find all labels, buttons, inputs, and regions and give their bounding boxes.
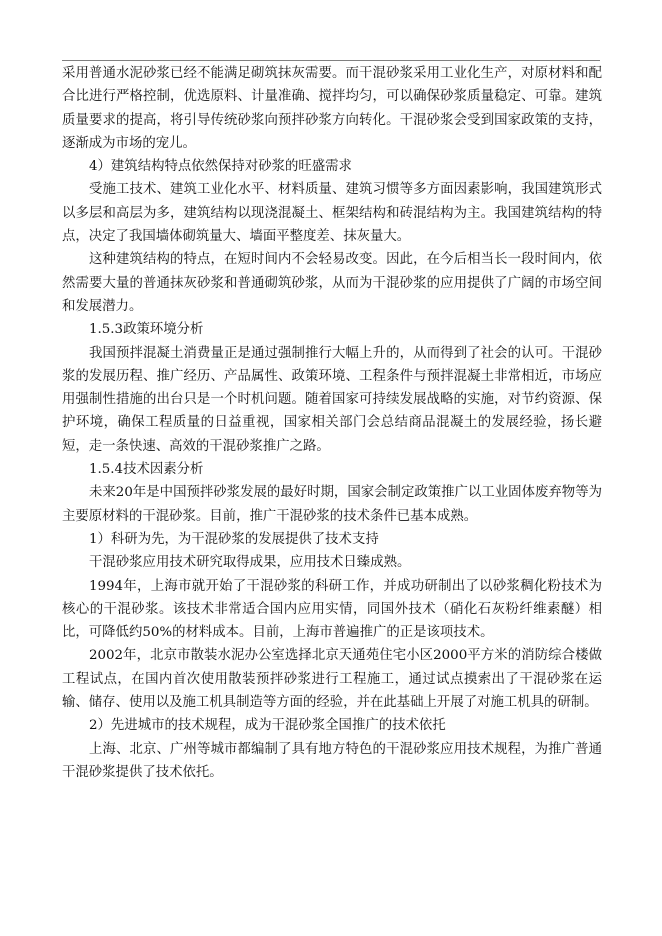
section-heading-1-5-4: 1.5.4技术因素分析 — [89, 462, 204, 478]
heading-research-first: 1）科研为先，为干混砂浆的发展提供了技术支持 — [89, 531, 379, 547]
header-rule — [62, 60, 600, 61]
paragraph-10: 干混砂浆应用技术研究取得成果，应用技术日臻成熟。 — [89, 555, 411, 571]
paragraph-14: 上海、北京、广州等城市都编制了具有地方特色的干混砂浆应用技术规程，为推广普通干混砂浆提供了技术依托。 — [62, 741, 602, 780]
paragraph-1: 采用普通水泥砂浆已经不能满足砌筑抹灰需要。而干混砂浆采用工业化生产，对原材料和配合比进行严格控制，优选原料、计量准确、搅拌均匀，可以确保砂浆质量稳定、可靠。建筑质量要求的提高，将引导传统砂浆向预拌砂浆方向转化。干混砂浆会受到国家政策的支持，逐渐成为市场的宠儿。 — [62, 66, 602, 151]
paragraph-11: 1994年，上海市就开始了干混砂浆的科研工作，并成功研制出了以砂浆稠化粉技术为核心的干混砂浆。该技术非常适合国内应用实情，同国外技术（硝化石灰粉纤维素醚）相比，可降低约50%的材料成本。目前，上海市普遍推广的正是该项技术。 — [62, 578, 602, 641]
paragraph-3: 受施工技术、建筑工业化水平、材料质量、建筑习惯等多方面因素影响，我国建筑形式以多层和高层为多，建筑结构以现浇混凝土、框架结构和砖混结构为主。我国建筑结构的特点，决定了我国墙体砌筑量大、墙面平整度差、抹灰量大。 — [62, 182, 602, 245]
heading-advanced-cities: 2）先进城市的技术规程，成为干混砂浆全国推广的技术依托 — [89, 718, 446, 734]
paragraph-8: 未来20年是中国预拌砂浆发展的最好时期，国家会制定政策推广以工业固体废弃物等为主要原材料的干混砂浆。目前，推广干混砂浆的技术条件已基本成熟。 — [62, 485, 602, 524]
section-heading-1-5-3: 1.5.3政策环境分析 — [89, 322, 204, 338]
paragraph-12: 2002年，北京市散装水泥办公室选择北京天通苑住宅小区2000平方米的消防综合楼做工程试点，在国内首次使用散装预拌砂浆进行工程施工，通过试点摸索出了干混砂浆在运输、储存、使用以及施工机具制造等方面的经验，并在此基础上开展了对施工机具的研制。 — [62, 648, 602, 711]
heading-structure-demand: 4）建筑结构特点依然保持对砂浆的旺盛需求 — [89, 159, 352, 175]
paragraph-4: 这种建筑结构的特点，在短时间内不会轻易改变。因此，在今后相当长一段时间内，依然需要大量的普通抹灰砂浆和普通砌筑砂浆，从而为干混砂浆的应用提供了广阔的市场空间和发展潜力。 — [62, 252, 602, 314]
paragraph-6: 我国预拌混凝土消费量正是通过强制推行大幅上升的，从而得到了社会的认可。干混砂浆的发展历程、推广经历、产品属性、政策环境、工程条件与预拌混凝土非常相近，市场应用强制性措施的出台只是一个时机问题。随着国家可持续发展战略的实施，对节约资源、保护环境，确保工程质量的日益重视，国家相关部门会总结商品混凝土的发展经验，扬长避短，走一条快速、高效的干混砂浆推广之路。 — [62, 345, 602, 454]
document-body — [62, 62, 602, 784]
